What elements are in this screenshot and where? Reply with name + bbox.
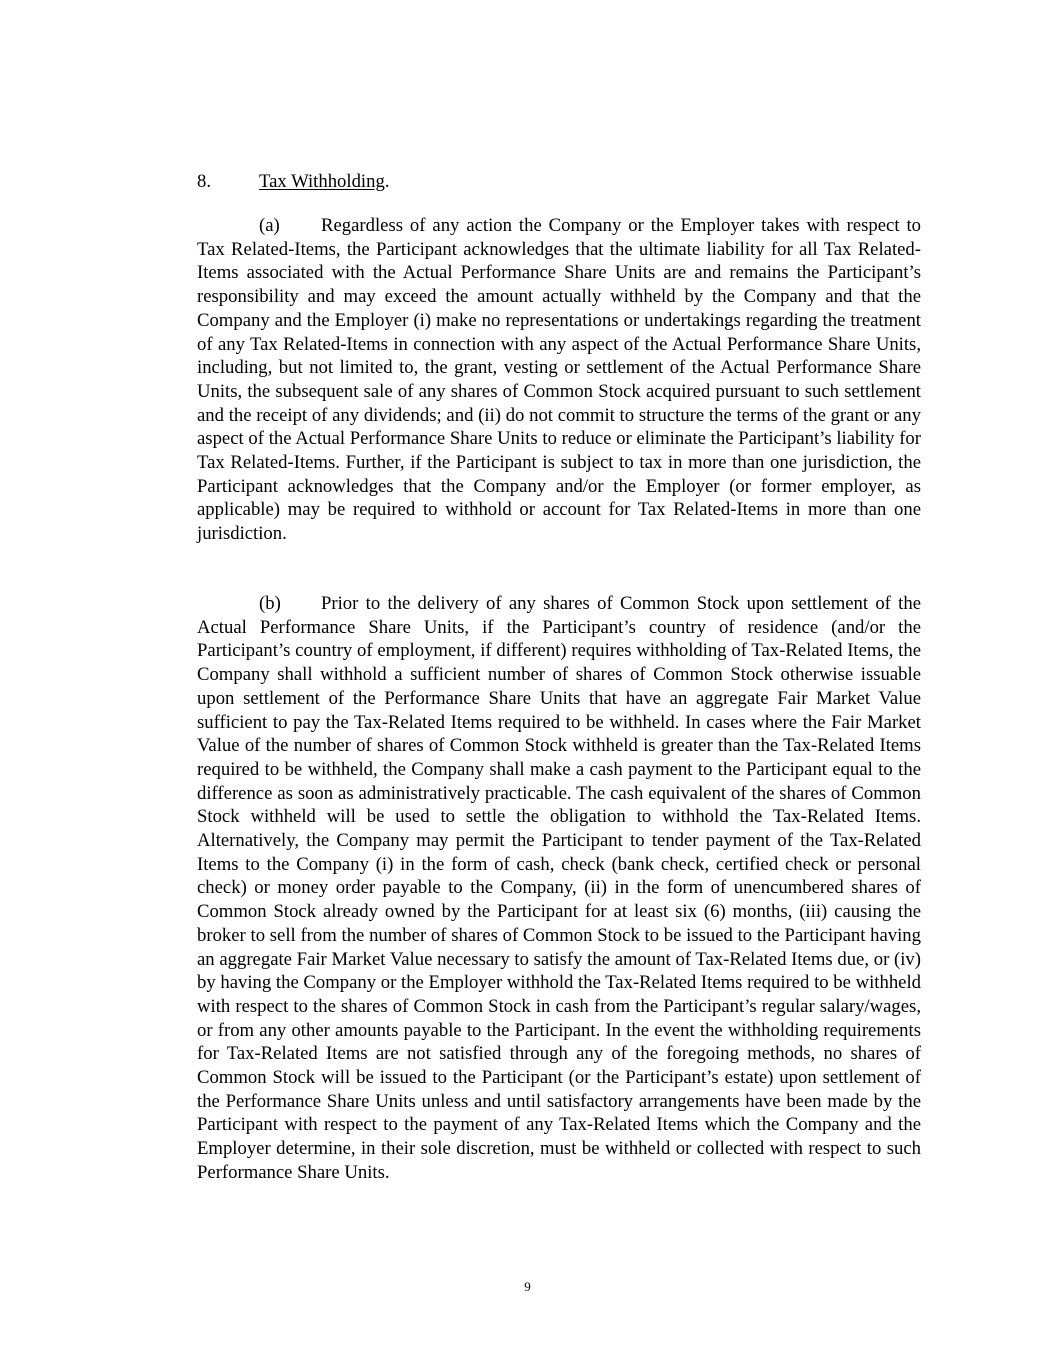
- section-number: 8.: [197, 171, 212, 192]
- paragraph-label: (b): [259, 593, 281, 614]
- paragraph-text: Regardless of any action the Company or the Employer takes with respect to Tax Related-Items, the Participant acknowledges that the ultimate liability for all Tax Related-Items associated with the Actual Performance Share Units are and remains the Participant’s responsibility and may exceed the amount actually withheld by the Company and that the Company and the Employer (i) make no representations or undertakings regarding the treatment of any Tax Related-Items in connection with any aspect of the Actual Performance Share Units, including, but not limited to, the grant, vesting or settlement of the Actual Performance Share Units, the subsequent sale of any shares of Common Stock acquired pursuant to such settlement and the receipt of any dividends; and (ii) do not commit to structure the terms of the grant or any aspect of the Actual Performance Share Units to reduce or eliminate the Participant’s liability for Tax Related-Items. Further, if the Participant is subject to tax in more than one jurisdiction, the Participant acknowledges that the Company and/or the Employer (or former employer, as applicable) may be required to withhold or account for Tax Related-Items in more than one jurisdiction.: [197, 215, 921, 545]
- section-heading: [197, 170, 389, 194]
- paragraph-b: [197, 592, 921, 1185]
- page-number: 9: [524, 1279, 531, 1294]
- paragraph-label: (a): [259, 215, 280, 236]
- section-title: Tax Withholding: [259, 171, 385, 192]
- paragraph-a: [197, 214, 921, 546]
- section-title-punctuation: .: [384, 171, 390, 192]
- paragraph-text: Prior to the delivery of any shares of Common Stock upon settlement of the Actual Performance Share Units, if the Participant’s country of residence (and/or the Participant’s country of employment, if different) requires withholding of Tax-Related Items, the Company shall withhold a sufficient number of shares of Common Stock otherwise issuable upon settlement of the Performance Share Units that have an aggregate Fair Market Value sufficient to pay the Tax-Related Items required to be withheld. In cases where the Fair Market Value of the number of shares of Common Stock withheld is greater than the Tax-Related Items required to be withheld, the Company shall make a cash payment to the Participant equal to the difference as soon as administratively practicable. The cash equivalent of the shares of Common Stock withheld will be used to settle the obligation to withhold the Tax-Related Items. Alternatively, the Company may permit the Participant to tender payment of the Tax-Related Items to the Company (i) in the form of cash, check (bank check, certified check or personal check) or money order payable to the Company, (ii) in the form of unencumbered shares of Common Stock already owned by the Participant for at least six (6) months, (iii) causing the broker to sell from the number of shares of Common Stock to be issued to the Participant having an aggregate Fair Market Value necessary to satisfy the amount of Tax-Related Items due, or (iv) by having the Company or the Employer withhold the Tax-Related Items required to be withheld with respect to the shares of Common Stock in cash from the Participant’s regular salary/wages, or from any other amounts payable to the Participant. In the event the withholding requirements for Tax-Related Items are not satisfied through any of the foregoing methods, no shares of Common Stock will be issued to the Participant (or the Participant’s estate) upon settlement of the Performance Share Units unless and until satisfactory arrangements have been made by the Participant with respect to the payment of any Tax-Related Items which the Company and the Employer determine, in their sole discretion, must be withheld or collected with respect to such Performance Share Units.: [197, 593, 921, 1183]
